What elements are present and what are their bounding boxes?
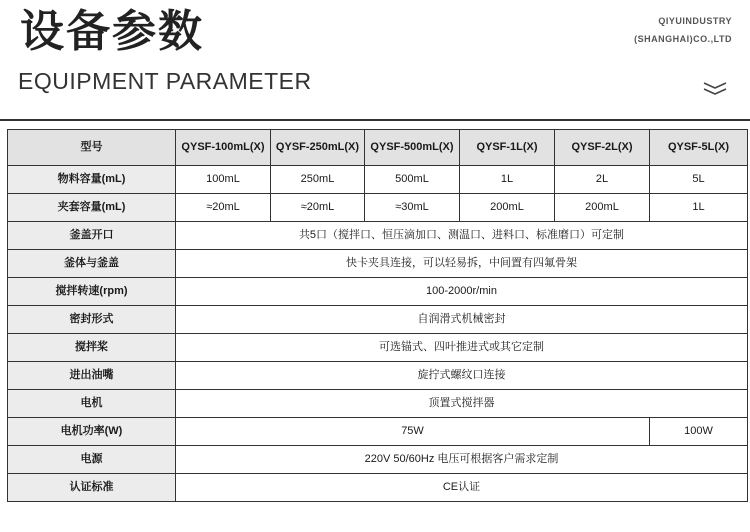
table-row [8, 278, 748, 306]
table-cell: ≈20mL [271, 194, 365, 222]
row-label: 电源 [8, 446, 176, 474]
table-row [8, 418, 748, 446]
page-subtitle: EQUIPMENT PARAMETER [18, 68, 312, 94]
table-row [8, 474, 748, 502]
table-cell: 可选锚式、四叶推进式或其它定制 [176, 334, 748, 362]
company-name-line2: (SHANGHAI)CO.,LTD [634, 34, 732, 44]
row-label: 密封形式 [8, 306, 176, 334]
table-cell: 220V 50/60Hz 电压可根据客户需求定制 [176, 446, 748, 474]
table-row [8, 446, 748, 474]
company-name-line1: QIYUINDUSTRY [658, 16, 732, 26]
table-row [8, 334, 748, 362]
row-label: 搅拌转速(rpm) [8, 278, 176, 306]
row-label: 电机 [8, 390, 176, 418]
model-header: QYSF-2L(X) [555, 130, 650, 166]
header-divider [0, 119, 750, 121]
model-header: QYSF-250mL(X) [271, 130, 365, 166]
row-label: 进出油嘴 [8, 362, 176, 390]
table-cell: 5L [650, 166, 748, 194]
table-cell: 快卡夹具连接，可以轻易拆，中间置有四氟骨架 [176, 250, 748, 278]
table-row [8, 250, 748, 278]
table-row [8, 222, 748, 250]
model-header: QYSF-1L(X) [460, 130, 555, 166]
row-label: 釜盖开口 [8, 222, 176, 250]
table-cell: 75W [176, 418, 650, 446]
table-cell: 旋拧式螺纹口连接 [176, 362, 748, 390]
model-header: QYSF-5L(X) [650, 130, 748, 166]
row-label: 认证标准 [8, 474, 176, 502]
table-cell: 2L [555, 166, 650, 194]
table-cell: 200mL [555, 194, 650, 222]
table-row [8, 306, 748, 334]
table-cell: 1L [650, 194, 748, 222]
table-cell: 200mL [460, 194, 555, 222]
table-row [8, 166, 748, 194]
table-cell: 共5口（搅拌口、恒压滴加口、测温口、进料口、标准磨口）可定制 [176, 222, 748, 250]
table-cell: CE认证 [176, 474, 748, 502]
spec-table [7, 129, 748, 502]
row-label: 物料容量(mL) [8, 166, 176, 194]
model-header: QYSF-500mL(X) [365, 130, 460, 166]
company-name [634, 12, 732, 48]
table-cell: ≈20mL [176, 194, 271, 222]
table-cell: 100-2000r/min [176, 278, 748, 306]
header-label: 型号 [8, 130, 176, 166]
table-header-row [8, 130, 748, 166]
row-label: 釜体与釜盖 [8, 250, 176, 278]
table-cell: 100W [650, 418, 748, 446]
table-cell: 1L [460, 166, 555, 194]
table-cell: 顶置式搅拌器 [176, 390, 748, 418]
row-label: 搅拌桨 [8, 334, 176, 362]
page-title: 设备参数 [20, 6, 204, 57]
table-row [8, 362, 748, 390]
table-cell: 500mL [365, 166, 460, 194]
table-row [8, 390, 748, 418]
table-cell: 自润滑式机械密封 [176, 306, 748, 334]
model-header: QYSF-100mL(X) [176, 130, 271, 166]
row-label: 电机功率(W) [8, 418, 176, 446]
table-cell: ≈30mL [365, 194, 460, 222]
table-row [8, 194, 748, 222]
table-cell: 250mL [271, 166, 365, 194]
double-chevron-down-icon [703, 82, 727, 96]
table-cell: 100mL [176, 166, 271, 194]
row-label: 夹套容量(mL) [8, 194, 176, 222]
